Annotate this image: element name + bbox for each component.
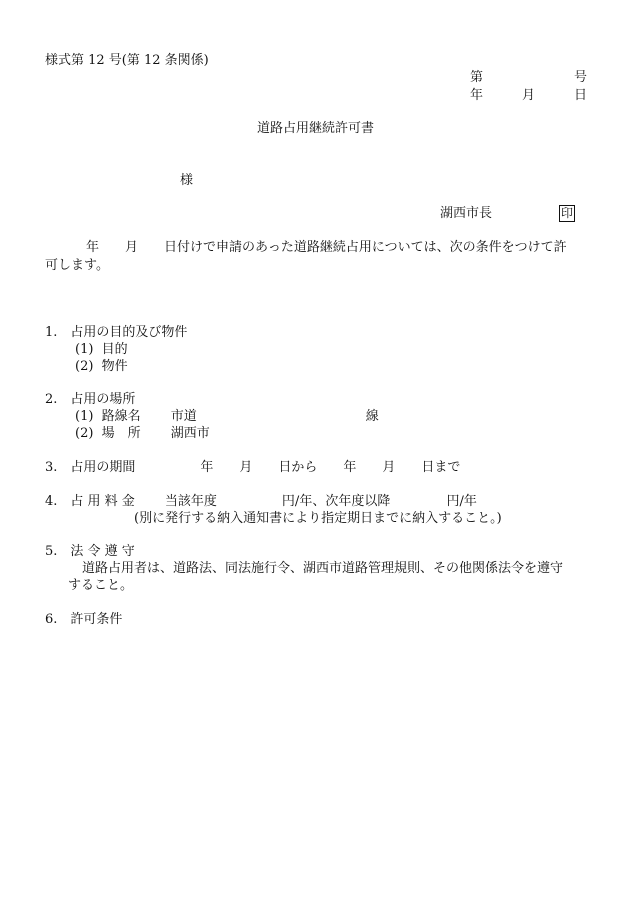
section-1-item-object: (2) 物件 xyxy=(75,359,128,374)
issue-date-line: 年 月 日 xyxy=(470,88,588,103)
section-4-note: (別に発行する納入通知書により指定期日までに納入すること。) xyxy=(134,511,502,526)
body-line-2: 可します。 xyxy=(45,258,109,273)
section-5-text-2: すること。 xyxy=(68,578,134,593)
recipient-suffix: 様 xyxy=(180,173,194,188)
section-1-item-purpose: (1) 目的 xyxy=(75,342,128,357)
body-line-1: 年 月 日付けで申請のあった道路継続占用については、次の条件をつけて許 xyxy=(86,240,567,255)
document-title: 道路占用継続許可書 xyxy=(257,121,375,136)
section-6-heading: 6. 許可条件 xyxy=(45,612,123,627)
section-1-heading: 1. 占用の目的及び物件 xyxy=(45,325,188,340)
issuer-name: 湖西市長 xyxy=(440,206,493,221)
form-number: 様式第 12 号(第 12 条関係) xyxy=(45,53,209,68)
document-number-line: 第 号 xyxy=(470,70,588,85)
seal-mark: 印 xyxy=(561,206,574,220)
section-5-heading: 5. 法 令 遵 守 xyxy=(45,544,135,559)
section-2-heading: 2. 占用の場所 xyxy=(45,392,136,407)
section-2-item-place: (2) 場 所 湖西市 xyxy=(75,426,210,441)
section-2-item-route: (1) 路線名 市道 線 xyxy=(75,409,379,424)
section-4-heading: 4. 占 用 料 金 当該年度 円/年、次年度以降 円/年 xyxy=(45,494,477,509)
section-5-text-1: 道路占用者は、道路法、同法施行令、湖西市道路管理規則、その他関係法令を遵守 xyxy=(82,561,564,576)
section-3-heading: 3. 占用の期間 年 月 日から 年 月 日まで xyxy=(45,460,461,475)
